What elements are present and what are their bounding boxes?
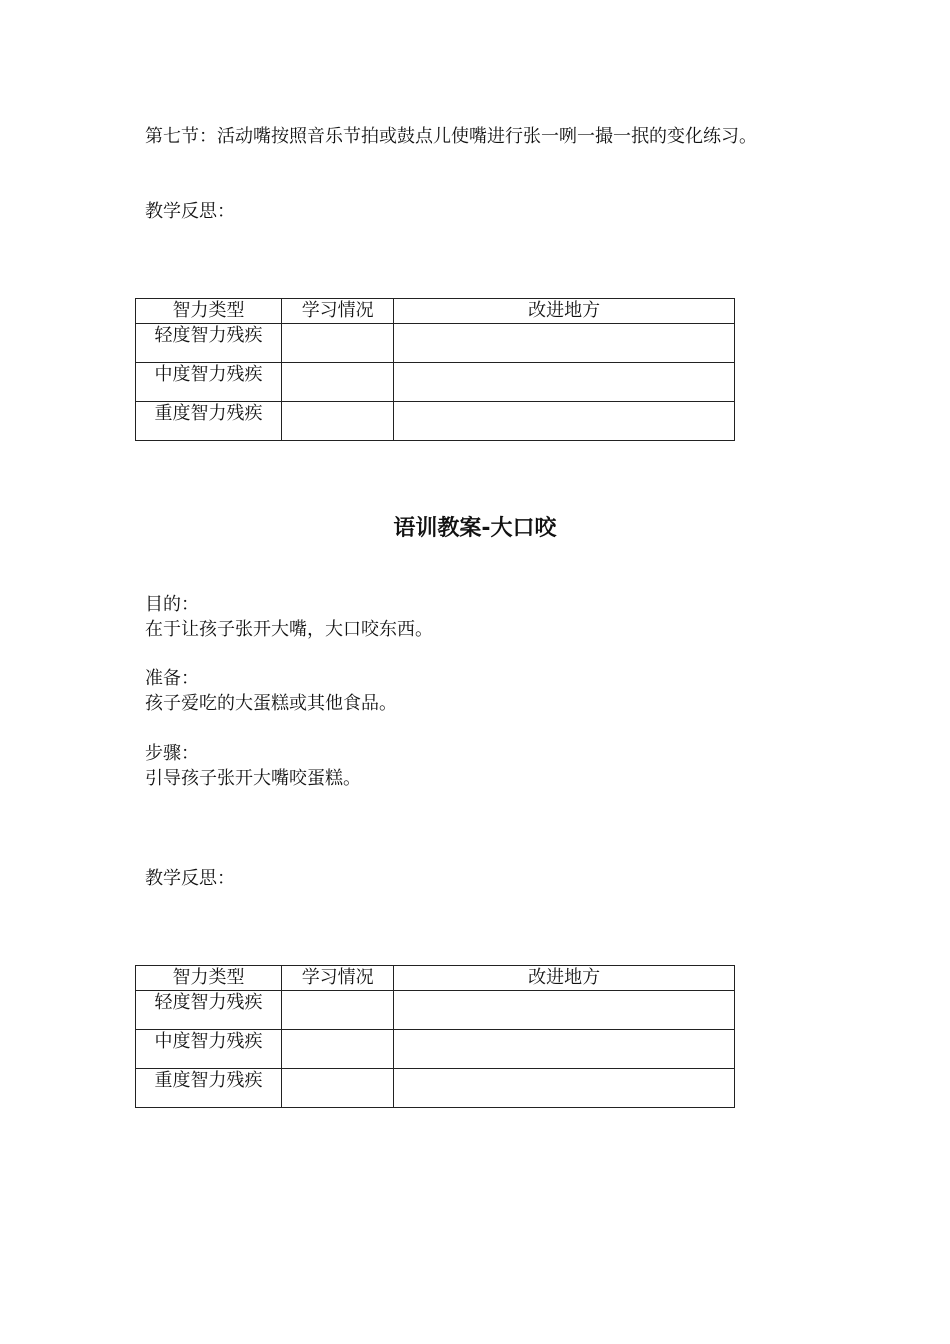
step-seven-text: 第七节：活动嘴按照音乐节拍或鼓点儿使嘴进行张一咧一撮一抿的变化练习。 [145, 126, 757, 147]
row-type-severe: 重度智力残疾 [136, 1069, 282, 1108]
table-row [136, 1069, 735, 1108]
cell-improve [394, 991, 735, 1030]
purpose-text: 在于让孩子张开大嘴，大口咬东西。 [145, 619, 433, 640]
reflection-label-2: 教学反思： [145, 868, 235, 889]
table-header-row [136, 299, 735, 324]
table-row [136, 1030, 735, 1069]
evaluation-table-1 [135, 298, 735, 441]
table-row [136, 991, 735, 1030]
lesson-title: 语训教案-大口咬 [393, 516, 557, 541]
header-improvement: 改进地方 [394, 299, 735, 324]
evaluation-table-2 [135, 965, 735, 1108]
cell-improve [394, 1069, 735, 1108]
prep-label: 准备： [145, 668, 199, 689]
cell-study [282, 991, 394, 1030]
table-row [136, 402, 735, 441]
header-study-status: 学习情况 [282, 966, 394, 991]
header-improvement: 改进地方 [394, 966, 735, 991]
prep-text: 孩子爱吃的大蛋糕或其他食品。 [145, 693, 397, 714]
steps-label: 步骤： [145, 743, 199, 764]
row-type-severe: 重度智力残疾 [136, 402, 282, 441]
table-row [136, 363, 735, 402]
header-intelligence-type: 智力类型 [136, 299, 282, 324]
table-header-row [136, 966, 735, 991]
row-type-moderate: 中度智力残疾 [136, 1030, 282, 1069]
cell-study [282, 324, 394, 363]
header-study-status: 学习情况 [282, 299, 394, 324]
row-type-mild: 轻度智力残疾 [136, 324, 282, 363]
purpose-label: 目的： [145, 594, 199, 615]
row-type-moderate: 中度智力残疾 [136, 363, 282, 402]
table-row [136, 324, 735, 363]
row-type-mild: 轻度智力残疾 [136, 991, 282, 1030]
cell-improve [394, 402, 735, 441]
cell-study [282, 363, 394, 402]
header-intelligence-type: 智力类型 [136, 966, 282, 991]
cell-study [282, 402, 394, 441]
cell-improve [394, 1030, 735, 1069]
cell-study [282, 1069, 394, 1108]
reflection-label-1: 教学反思： [145, 201, 235, 222]
steps-text: 引导孩子张开大嘴咬蛋糕。 [145, 768, 361, 789]
cell-improve [394, 324, 735, 363]
cell-improve [394, 363, 735, 402]
cell-study [282, 1030, 394, 1069]
